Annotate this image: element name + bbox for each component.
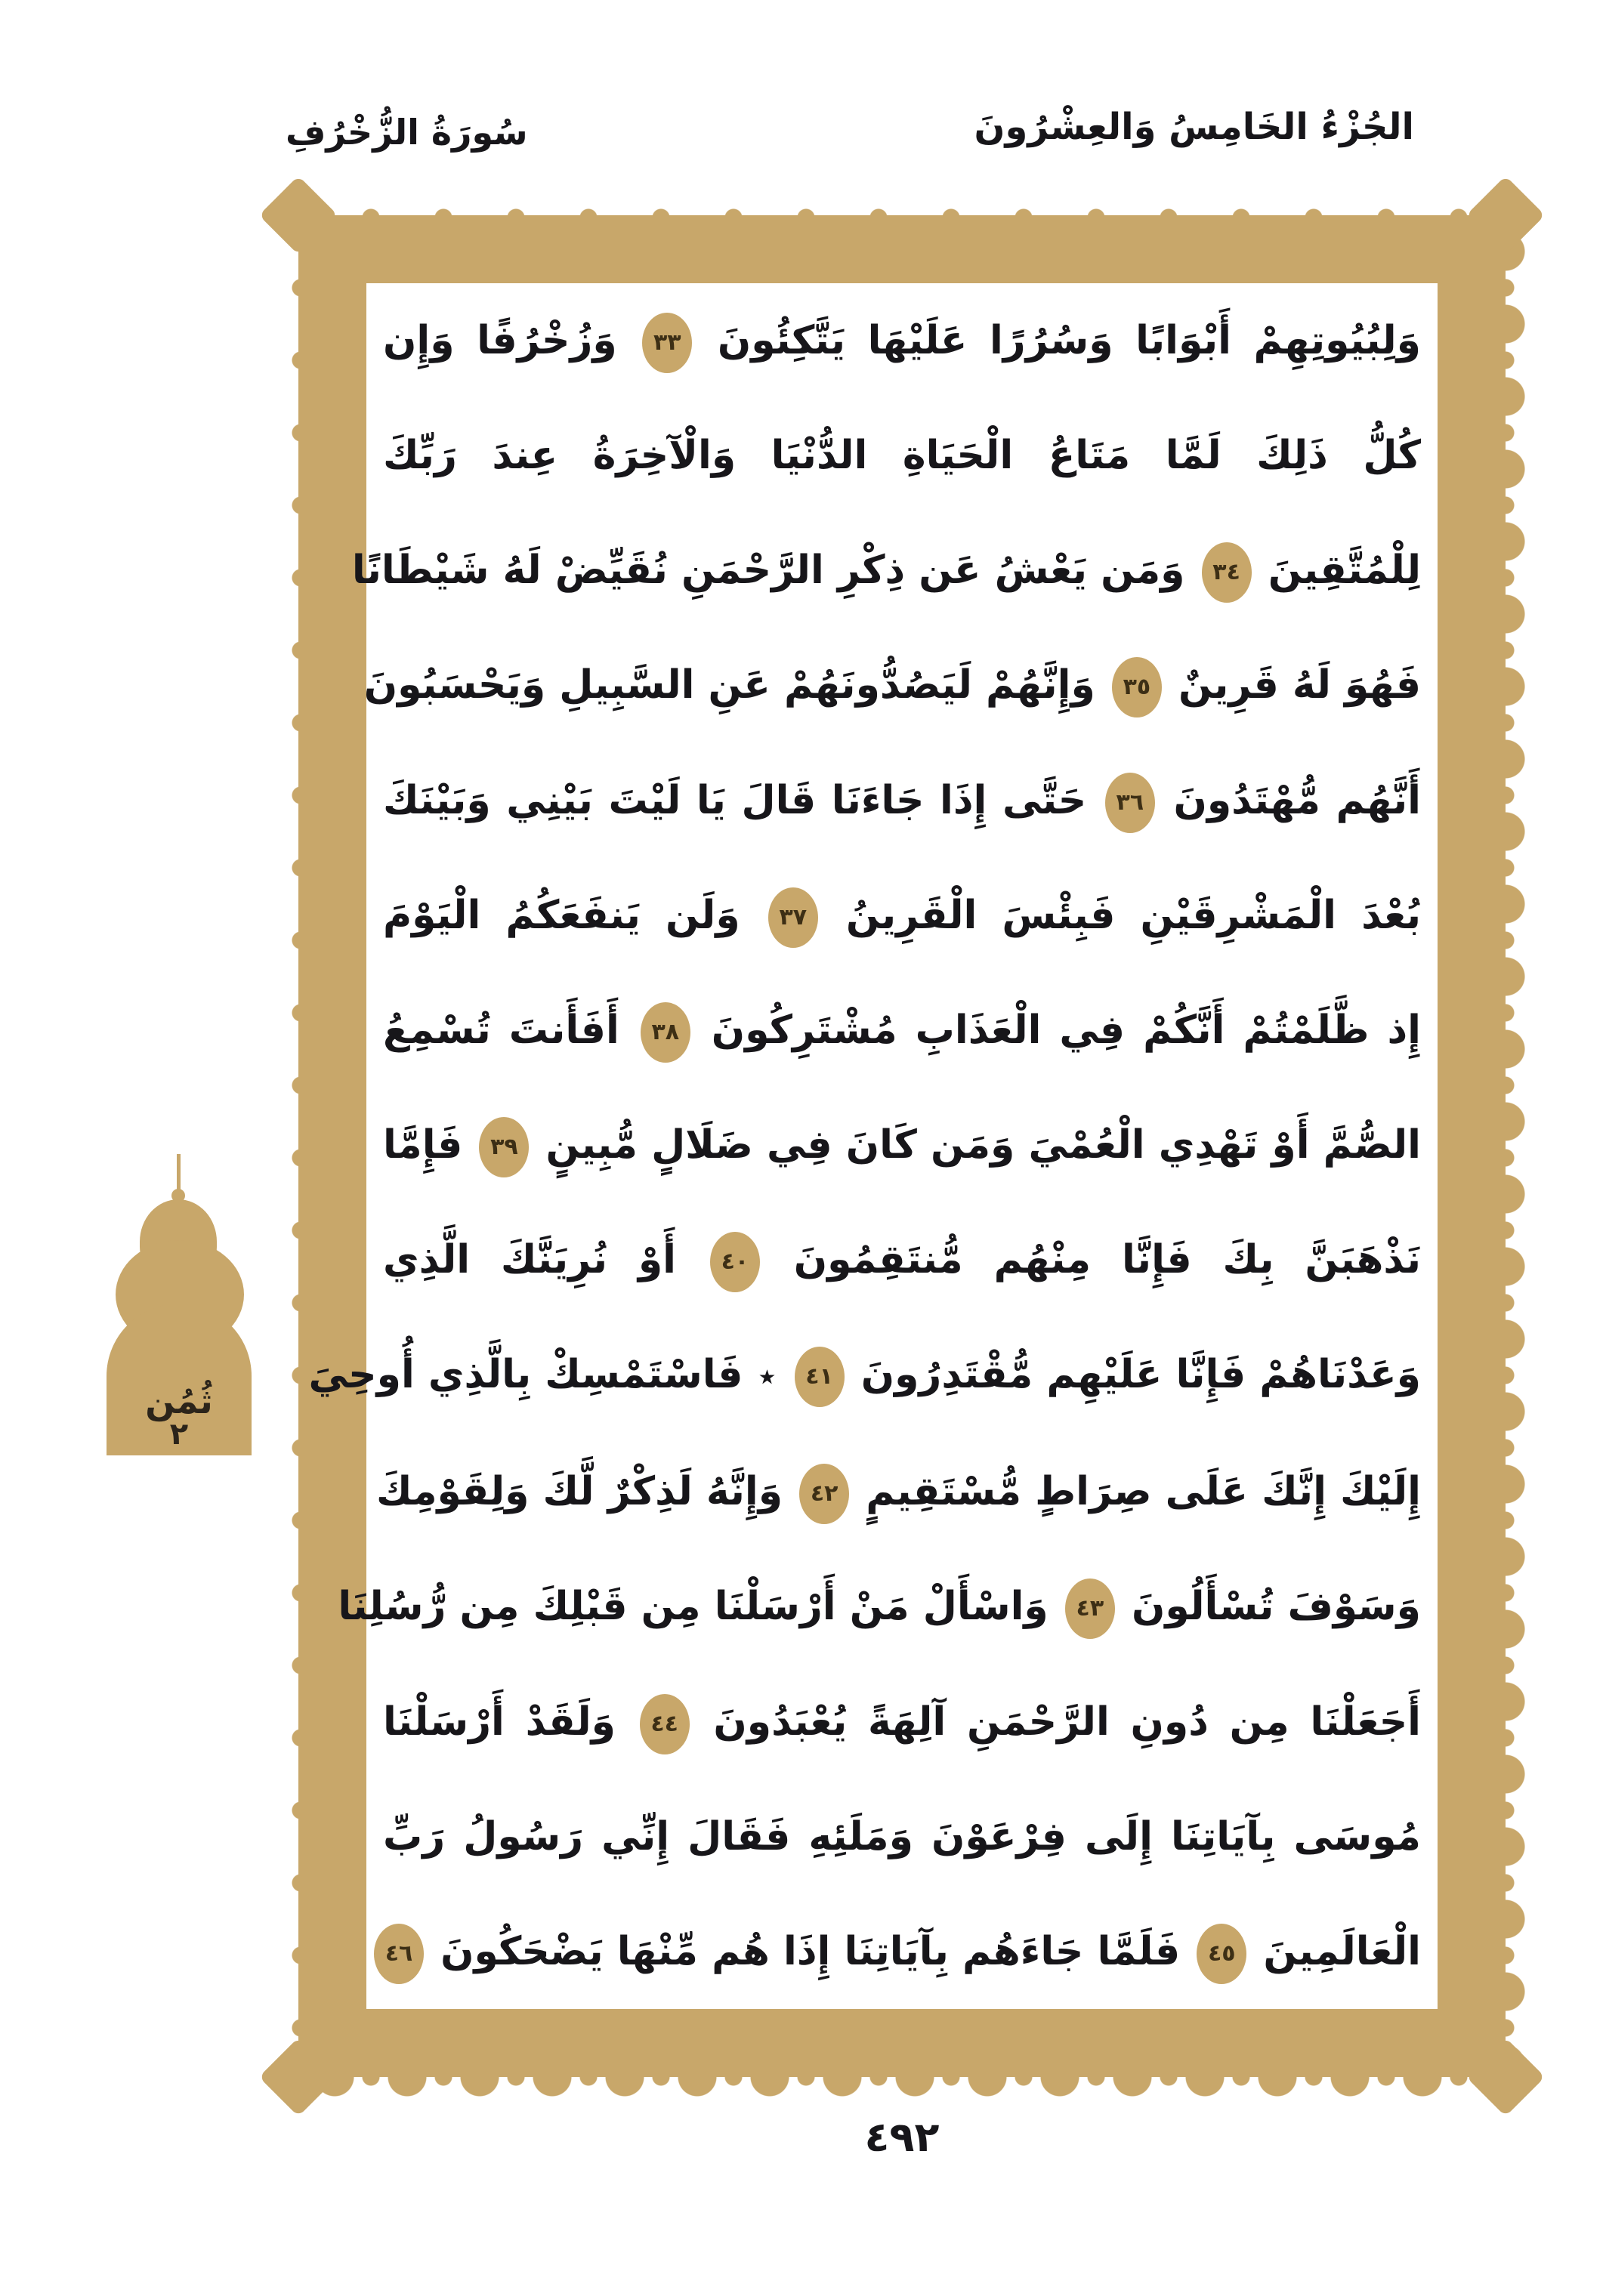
ayah-text: أَنَّهُم مُّهْتَدُونَ: [1173, 777, 1421, 823]
ayah-text: فَاسْتَمْسِكْ بِالَّذِي أُوحِيَ: [308, 1352, 743, 1398]
quran-line: [383, 858, 1421, 973]
quran-line: [383, 398, 1421, 513]
ayah-text: وَزُخْرُفًا وَإِن: [383, 318, 617, 363]
verse-number-badge: ٤٥: [1197, 1924, 1246, 1984]
quran-line: [383, 1088, 1421, 1202]
rub-el-hizb-star-icon: ٭: [758, 1357, 777, 1396]
ayah-text: وَاسْأَلْ مَنْ أَرْسَلْنَا مِن قَبْلِكَ مِن رُّسُلِنَا: [338, 1584, 1049, 1630]
ayah-text: فَإِمَّا: [383, 1122, 463, 1168]
verse-number-badge: ٣٨: [641, 1002, 690, 1063]
ayah-text: لِلْمُتَّقِينَ: [1268, 548, 1421, 594]
ayah-text: وَلَقَدْ أَرْسَلْنَا: [383, 1699, 616, 1745]
quran-line: [383, 283, 1421, 398]
verse-number-badge: ٣٩: [479, 1117, 529, 1177]
ayah-text: أَوْ نُرِيَنَّكَ الَّذِي: [383, 1237, 677, 1283]
quran-line: [383, 1779, 1421, 1894]
page-number: ٤٩٢: [864, 2113, 940, 2161]
verse-number-badge: ٤٢: [799, 1464, 849, 1524]
frame-scallop-left-icon: [278, 215, 298, 2077]
frame-scallop-top-icon: [298, 195, 1506, 215]
quran-line: [338, 1549, 1421, 1664]
surah-title: سُورَةُ الزُّخْرُفِ: [286, 112, 528, 153]
ayah-text: بُعْدَ الْمَشْرِقَيْنِ فَبِئْسَ الْقَرِينُ: [845, 892, 1422, 938]
thumn-label: ثُمُن: [145, 1380, 213, 1421]
quran-line: [383, 743, 1421, 858]
ayah-text: إِلَيْكَ إِنَّكَ عَلَى صِرَاطٍ مُّسْتَقِيمٍ: [866, 1469, 1421, 1515]
ayah-text: وَسَوْفَ تُسْأَلُونَ: [1131, 1584, 1421, 1630]
verse-number-badge: ٣٧: [768, 887, 818, 948]
ayah-text: الْعَالَمِينَ: [1263, 1928, 1421, 1974]
ayah-text: نَذْهَبَنَّ بِكَ فَإِنَّا مِنْهُم مُّنتَقِمُونَ: [793, 1237, 1421, 1283]
juz-title: الجُزْءُ الخَامِسُ وَالعِشْرُونَ: [974, 106, 1414, 148]
text-area: [308, 283, 1438, 2009]
margin-thumn-ornament: [107, 1304, 252, 1455]
quran-line: [351, 513, 1421, 628]
quran-line: [383, 973, 1421, 1088]
ayah-text: وَإِنَّهُمْ لَيَصُدُّونَهُمْ عَنِ السَّبِيلِ وَيَحْسَبُونَ: [363, 662, 1095, 708]
ayah-text: الصُّمَّ أَوْ تَهْدِي الْعُمْيَ وَمَن كَانَ فِي ضَلَالٍ مُّبِينٍ: [545, 1122, 1421, 1168]
thumn-number: ٢: [169, 1417, 189, 1452]
quran-line: [383, 1665, 1421, 1779]
frame-scallop-bottom-icon: [298, 2077, 1506, 2097]
ayah-text: فَهُوَ لَهُ قَرِينٌ: [1178, 662, 1421, 708]
ayah-text: إِذ ظَّلَمْتُمْ أَنَّكُمْ فِي الْعَذَابِ مُشْتَرِكُونَ: [711, 1007, 1421, 1053]
ayah-text: وَلَن يَنفَعَكُمُ الْيَوْمَ: [383, 892, 740, 938]
quran-line: [363, 628, 1421, 742]
verse-number-badge: ٣٦: [1105, 773, 1155, 833]
ayah-text: وَلِبُيُوتِهِمْ أَبْوَابًا وَسُرُرًا عَلَيْهَا يَتَّكِئُونَ: [717, 318, 1422, 363]
ayah-text: أَفَأَنتَ تُسْمِعُ: [383, 1007, 619, 1053]
verse-number-badge: ٣٥: [1112, 657, 1162, 718]
quran-line: [308, 1317, 1421, 1434]
ayah-text: أَجَعَلْنَا مِن دُونِ الرَّحْمَنِ آلِهَةً يُعْبَدُونَ: [713, 1699, 1422, 1745]
ayah-text: وَمَن يَعْشُ عَن ذِكْرِ الرَّحْمَنِ نُقَيِّضْ لَهُ شَيْطَانًا: [351, 548, 1185, 594]
ayah-text: فَلَمَّا جَاءَهُم بِآيَاتِنَا إِذَا هُم مِّنْهَا يَضْحَكُونَ: [440, 1928, 1181, 1974]
verse-number-badge: ٤١: [795, 1347, 845, 1407]
ayah-text: وَإِنَّهُ لَذِكْرٌ لَّكَ وَلِقَوْمِكَ: [375, 1469, 783, 1515]
verse-number-badge: ٤٣: [1065, 1578, 1115, 1639]
verse-number-badge: ٣٤: [1202, 542, 1252, 603]
frame-scallop-right-icon: [1506, 215, 1526, 2077]
quran-line: [375, 1434, 1421, 1549]
ayah-text: مُوسَى بِآيَاتِنَا إِلَى فِرْعَوْنَ وَمَلَئِهِ فَقَالَ إِنِّي رَسُولُ رَبِّ: [383, 1813, 1421, 1859]
verse-number-badge: ٣٣: [642, 313, 692, 373]
verse-number-badge: ٤٤: [640, 1694, 690, 1754]
verse-number-badge: ٤٠: [710, 1232, 760, 1292]
ayah-text: كُلُّ ذَلِكَ لَمَّا مَتَاعُ الْحَيَاةِ الدُّنْيَا وَالْآخِرَةُ عِندَ رَبِّكَ: [383, 433, 1421, 479]
quran-line: [383, 1202, 1421, 1317]
quran-line: [383, 1894, 1421, 2009]
verse-number-badge: ٤٦: [374, 1924, 424, 1984]
ayah-text: وَعَدْنَاهُمْ فَإِنَّا عَلَيْهِم مُّقْتَدِرُونَ: [860, 1352, 1421, 1398]
ayah-text: حَتَّى إِذَا جَاءَنَا قَالَ يَا لَيْتَ بَيْنِي وَبَيْنَكَ: [383, 777, 1087, 823]
